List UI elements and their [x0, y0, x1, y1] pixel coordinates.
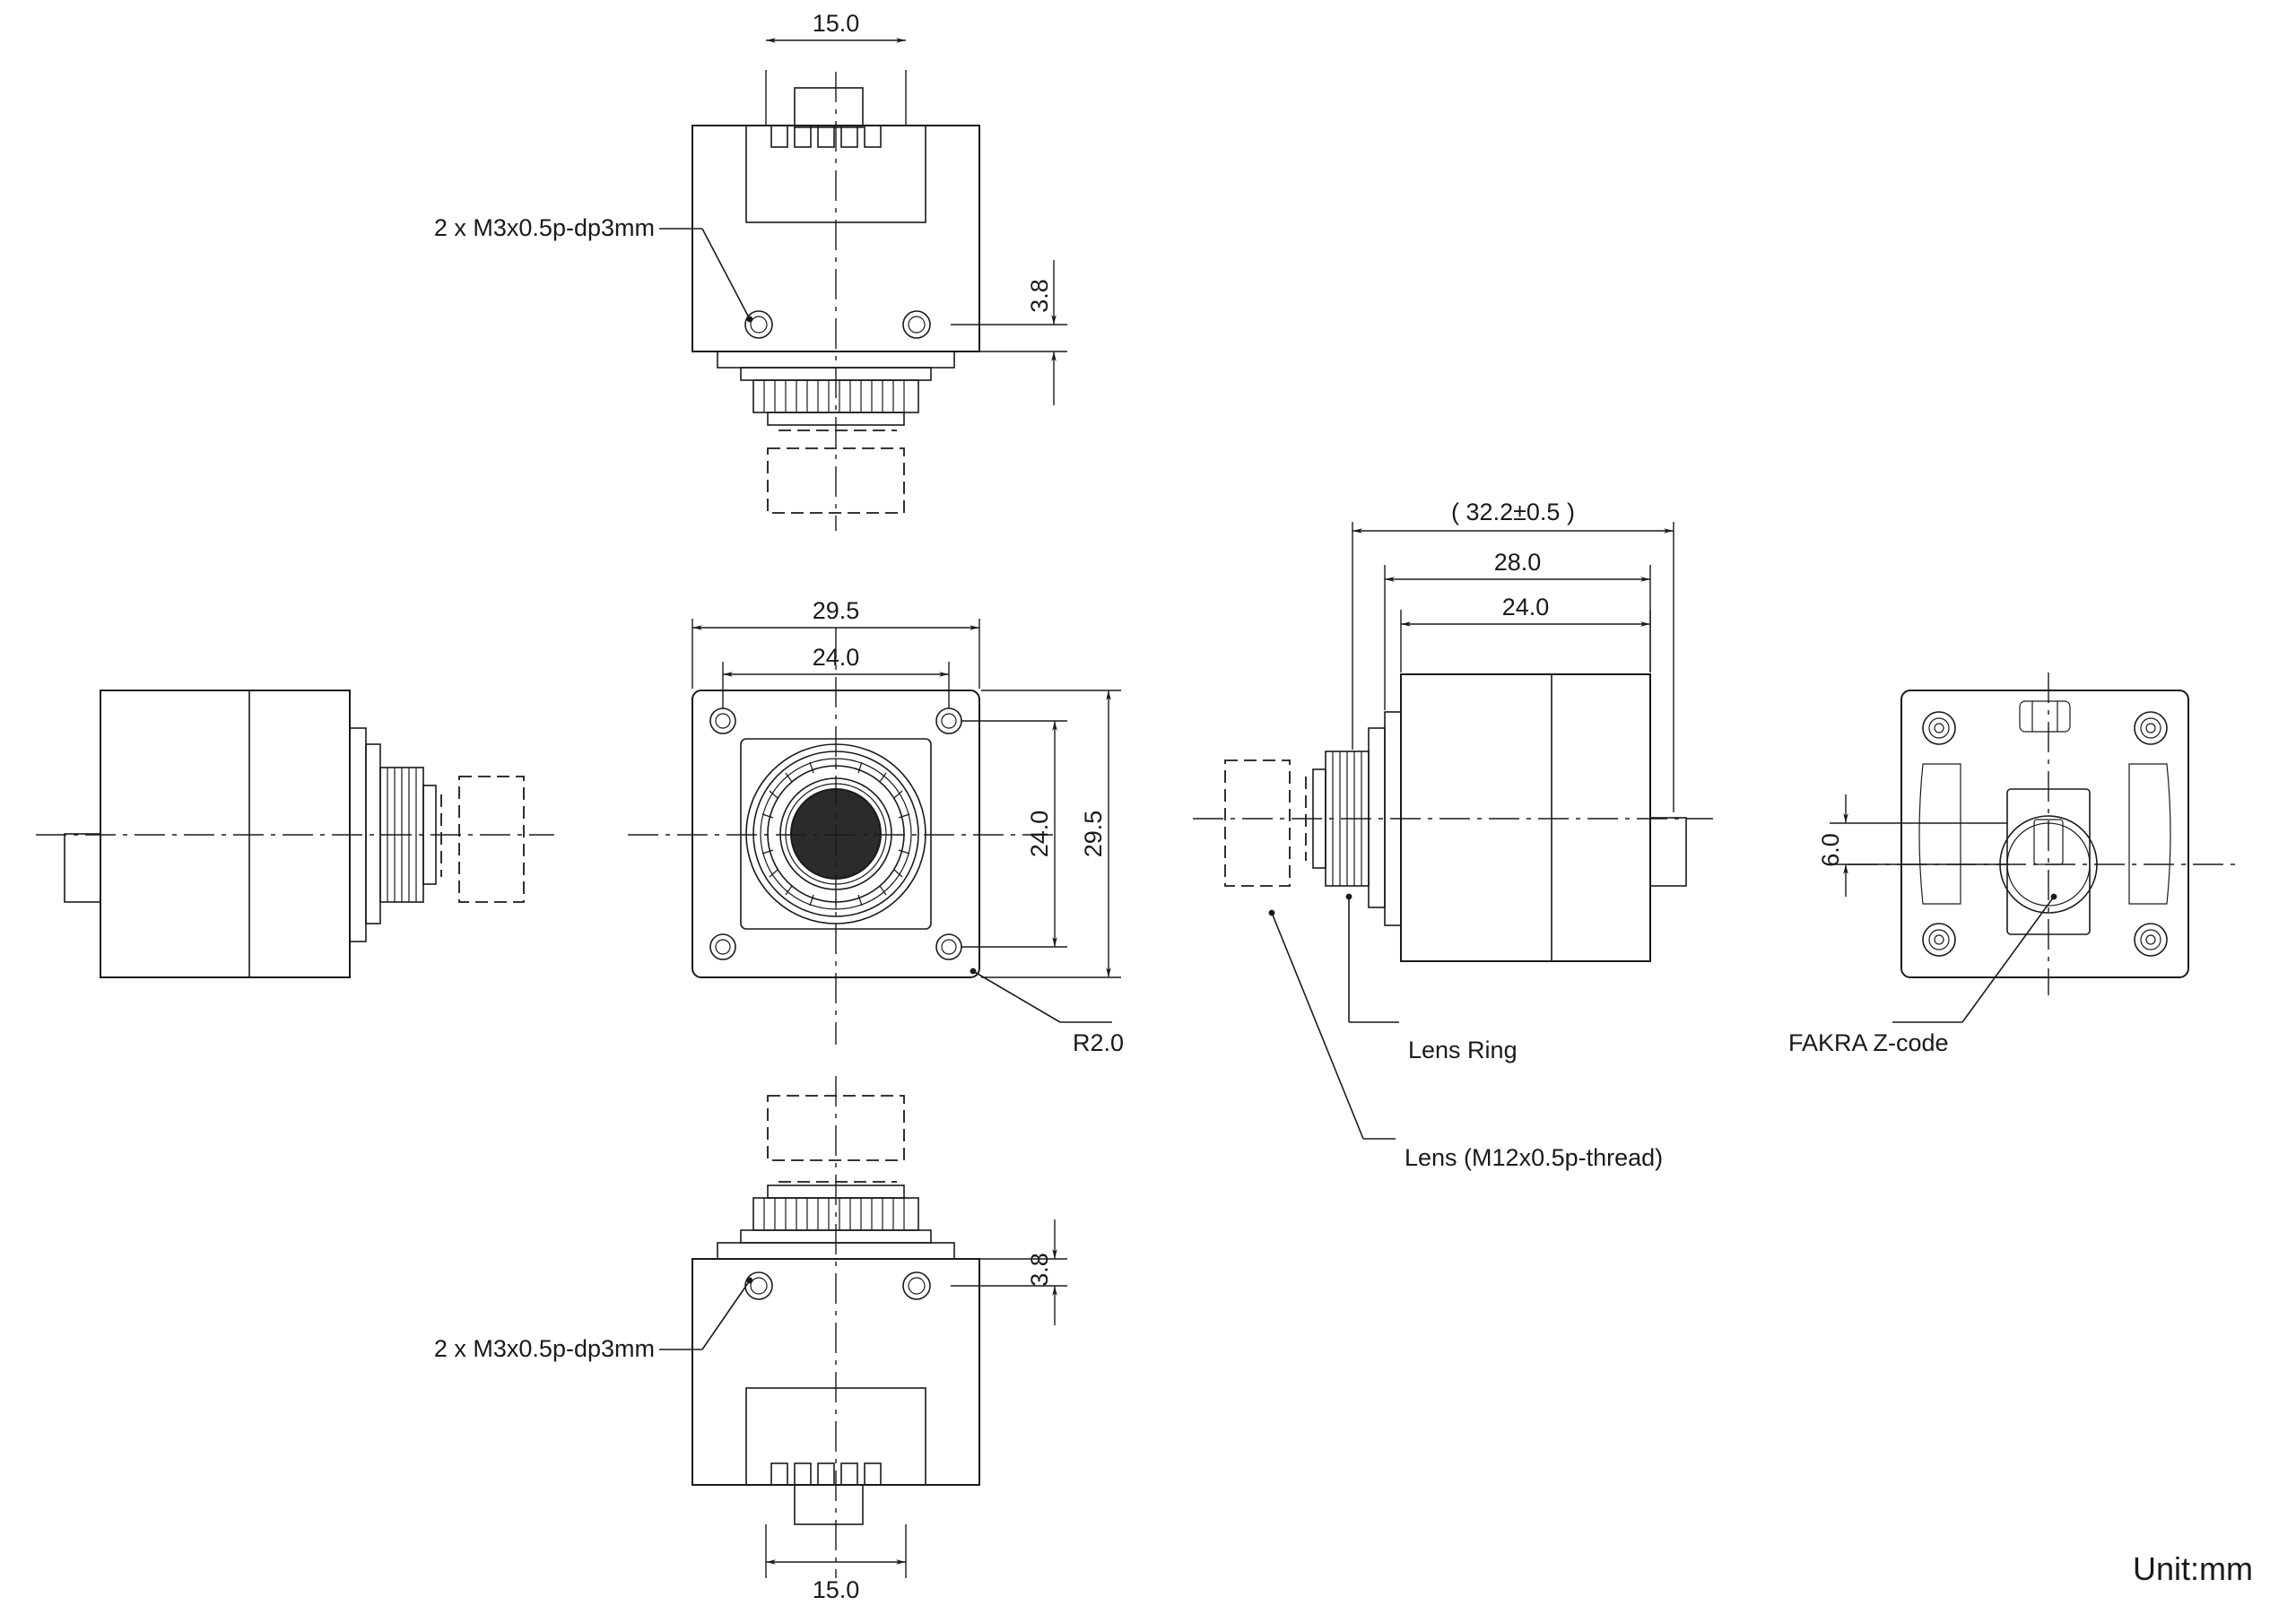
unit-label: Unit:mm — [2133, 1550, 2253, 1587]
body-with-lens-length-dim-label: 28.0 — [1493, 549, 1542, 576]
lens-ring-note-label: Lens Ring — [1408, 1037, 1518, 1063]
bottom-hole-offset-dim-label: 3.8 — [1026, 1253, 1053, 1287]
front-hole-pitch-y-dim-label: 24.0 — [1026, 810, 1053, 858]
front-outer-height-dim-label: 29.5 — [1080, 810, 1107, 858]
left-side-view — [36, 690, 554, 977]
bottom-width-dim-label: 15.0 — [812, 1576, 860, 1603]
connector-offset-dim-label: 6.0 — [1817, 833, 1844, 867]
bottom-view — [434, 1076, 1067, 1603]
top-width-dim-label: 15.0 — [812, 10, 860, 37]
front-view — [628, 597, 1124, 1056]
connector-note-label: FAKRA Z-code — [1788, 1029, 1949, 1056]
body-length-dim-label: 24.0 — [1501, 594, 1550, 620]
rear-view — [1788, 672, 2242, 1056]
front-hole-pitch-x-dim-label: 24.0 — [812, 644, 860, 671]
top-thread-note-label: 2 x M3x0.5p-dp3mm — [433, 214, 655, 241]
top-hole-offset-dim-label: 3.8 — [1026, 279, 1053, 313]
right-side-view — [1193, 499, 1713, 1171]
bottom-thread-note-label: 2 x M3x0.5p-dp3mm — [433, 1335, 655, 1362]
overall-length-dim-label: ( 32.2±0.5 ) — [1451, 499, 1575, 525]
front-outer-width-dim-label: 29.5 — [812, 597, 860, 624]
top-view — [434, 10, 1067, 531]
corner-radius-note-label: R2.0 — [1073, 1029, 1125, 1056]
lens-thread-note-label: Lens (M12x0.5p-thread) — [1405, 1144, 1664, 1171]
